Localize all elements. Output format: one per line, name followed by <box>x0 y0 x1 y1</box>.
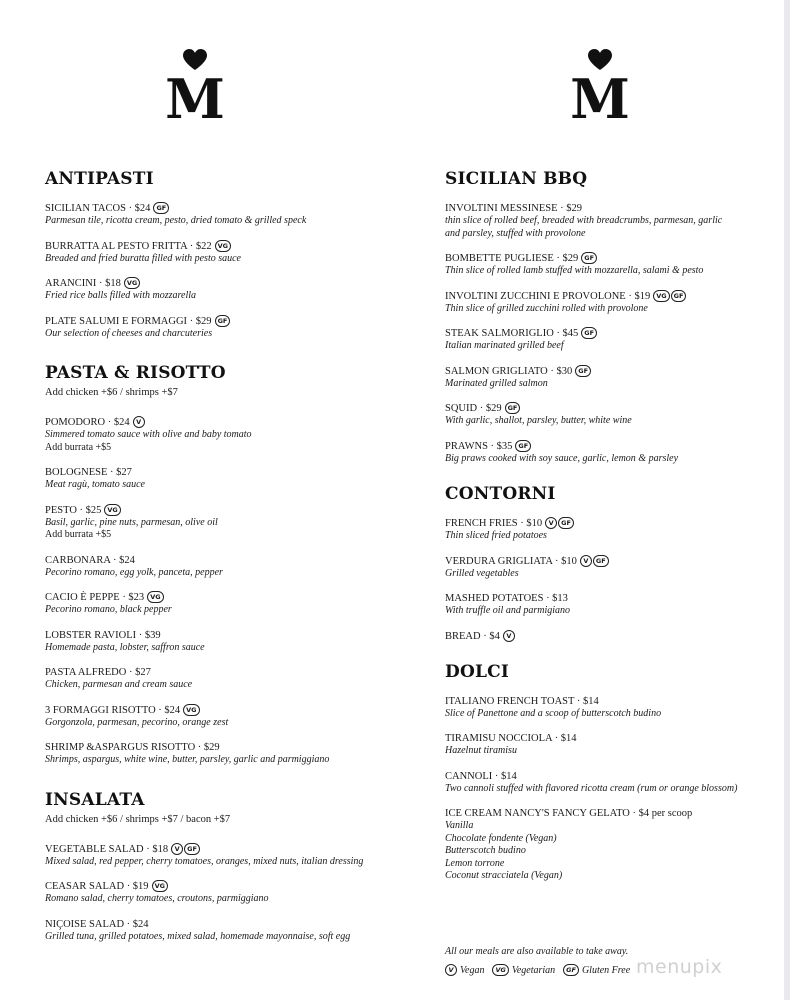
item-description: Our selection of cheeses and charcuteries <box>45 327 213 339</box>
item-description: Thin slice of grilled zucchini rolled with provolone <box>445 302 648 314</box>
menu-item-header <box>45 240 405 253</box>
gluten-free-icon: GF <box>575 365 591 377</box>
item-price: · $24 <box>126 918 149 930</box>
item-description: Marinated grilled salmon <box>445 377 548 389</box>
section-note: Add chicken +$6 / shrimps +$7 <box>45 387 178 398</box>
gluten-free-icon: GF <box>581 327 597 339</box>
item-price: · $10 <box>520 518 543 529</box>
item-name: PRAWNS <box>445 440 488 452</box>
item-description: Coconut stracciatela (Vegan) <box>445 870 563 881</box>
menu-item <box>445 202 765 240</box>
logo-letter: M <box>165 67 225 120</box>
item-name: BOLOGNESE <box>45 467 108 478</box>
menu-item <box>445 555 765 581</box>
item-description: Homemade pasta, lobster, saffron sauce <box>45 641 205 653</box>
menu-item <box>45 466 405 492</box>
section-title: INSALATA <box>45 789 145 810</box>
item-price: · $30 <box>550 365 573 377</box>
item-price: · $29 <box>556 253 579 264</box>
item-description: Thin sliced fried potatoes <box>445 530 547 541</box>
menu-section <box>445 483 765 643</box>
item-price: · $19 <box>628 290 651 302</box>
menu-item-header <box>445 630 765 643</box>
logo-letter: M <box>570 67 630 120</box>
item-price: · $18 <box>98 278 121 289</box>
item-description: Vanilla <box>445 820 474 831</box>
item-price-unit: per scoop <box>649 808 693 819</box>
item-name: VERDURA GRIGLIATA <box>445 555 553 567</box>
item-description: With truffle oil and parmigiano <box>445 605 571 616</box>
item-price: · $29 <box>560 203 582 214</box>
gluten-free-icon: GF <box>184 843 200 855</box>
menu-item-header <box>445 732 765 745</box>
menu-item <box>445 290 765 316</box>
page-edge <box>784 0 790 1000</box>
item-name: ARANCINI <box>45 278 97 289</box>
gluten-free-icon: GF <box>558 517 574 529</box>
menu-item <box>45 918 405 944</box>
menu-item-header <box>445 695 765 708</box>
gluten-free-icon: GF <box>505 402 521 414</box>
vegetarian-icon: VG <box>124 277 140 289</box>
item-name: BURRATTA AL PESTO FRITTA <box>45 240 188 252</box>
item-price: · $14 <box>494 770 517 782</box>
menu-item-header <box>45 629 405 642</box>
item-description: and parsley, stuffed with provolone <box>445 227 586 239</box>
item-name: LOBSTER RAVIOLI <box>45 629 137 641</box>
vegan-icon: V <box>545 517 557 529</box>
gluten-free-icon: GF <box>593 555 609 567</box>
item-description: Grilled vegetables <box>445 567 519 579</box>
item-description: Thin slice of rolled lamb stuffed with mozzarella, salami & pesto <box>445 265 704 276</box>
item-description: Gorgonzola, parmesan, pecorino, orange zest <box>45 716 229 728</box>
gluten-free-icon: GF <box>581 252 597 264</box>
menu-item-header <box>45 666 405 679</box>
section-note: Add chicken +$6 / shrimps +$7 / bacon +$7 <box>45 813 231 825</box>
item-price: · $25 <box>79 504 102 516</box>
menu-item-header <box>45 466 405 479</box>
menu-item <box>45 843 405 869</box>
item-price: · $24 <box>158 704 181 716</box>
item-price: · $27 <box>110 467 132 478</box>
watermark: menupix <box>636 956 723 978</box>
vegan-icon: V <box>503 630 515 642</box>
brand-logo-right <box>570 48 630 120</box>
vegetarian-icon: VG <box>152 880 168 892</box>
item-name: CARBONARA <box>45 554 111 566</box>
menu-item-header <box>45 741 405 754</box>
item-price: · $39 <box>138 629 161 641</box>
menu-item-header <box>445 807 765 820</box>
heart-m-logo-icon <box>165 48 225 120</box>
menu-section <box>45 362 405 767</box>
item-price: · $4 <box>632 808 650 819</box>
vegetarian-icon: VG <box>653 290 669 302</box>
item-name: SICILIAN TACOS <box>45 203 126 214</box>
item-price: · $23 <box>122 592 145 603</box>
vegan-icon: V <box>580 555 592 567</box>
item-name: CANNOLI <box>445 770 493 782</box>
item-description: Parmesan tile, ricotta cream, pesto, dried tomato & grilled speck <box>45 215 307 226</box>
item-description: Basil, garlic, pine nuts, parmesan, olive oil <box>45 516 218 528</box>
menu-item-header <box>445 440 765 453</box>
menu-item <box>45 629 405 655</box>
item-price: · $14 <box>576 695 599 707</box>
item-description: Butterscotch budino <box>445 845 526 856</box>
menu-item <box>445 252 765 278</box>
vegetarian-icon: VG <box>183 704 199 716</box>
menu-item <box>45 277 405 303</box>
menu-item <box>45 880 405 906</box>
item-price: · $45 <box>556 328 579 339</box>
menu-item <box>45 315 405 341</box>
item-name: TIRAMISU NOCCIOLA <box>445 733 553 744</box>
menu-item-header <box>445 555 765 568</box>
menu-item-header <box>445 592 765 605</box>
item-description: Slice of Panettone and a scoop of butterscotch budino <box>445 707 662 719</box>
menu-section <box>445 661 765 883</box>
vegan-icon: V <box>171 843 183 855</box>
menu-column-left <box>45 168 405 955</box>
item-addon: Add burrata +$5 <box>45 441 112 453</box>
legend-entry <box>563 965 630 976</box>
menu-item <box>445 327 765 353</box>
item-name: BREAD <box>445 630 481 642</box>
section-title: SICILIAN BBQ <box>445 169 588 189</box>
item-price: · $24 <box>107 417 130 428</box>
menu-item-header <box>45 704 405 717</box>
menu-item <box>445 630 765 643</box>
item-description: Italian marinated grilled beef <box>445 340 564 351</box>
item-price: · $14 <box>554 733 577 744</box>
item-name: NIÇOISE SALAD <box>45 918 125 930</box>
item-name: PASTA ALFREDO <box>45 667 127 678</box>
item-price: · $29 <box>197 742 220 753</box>
menu-item-header <box>445 770 765 783</box>
menu-item-header <box>445 365 765 378</box>
menu-item <box>445 732 765 758</box>
menu-item <box>45 504 405 542</box>
menu-item-header <box>445 327 765 340</box>
section-title: DOLCI <box>445 661 509 682</box>
item-description: Big praws cooked with soy sauce, garlic, lemon & parsley <box>445 452 679 464</box>
heart-m-logo-icon <box>570 48 630 120</box>
menu-item-header <box>45 277 405 290</box>
item-name: MASHED POTATOES <box>445 593 544 604</box>
item-name: SQUID <box>445 403 478 414</box>
menu-item <box>445 365 765 391</box>
item-name: PESTO <box>45 504 77 516</box>
gluten-free-icon: GF <box>515 440 531 452</box>
menu-section <box>45 168 405 340</box>
menu-column-right <box>445 168 765 895</box>
menu-item-header <box>45 554 405 567</box>
menu-item <box>45 240 405 266</box>
gluten-free-icon: GF <box>153 202 169 214</box>
menu-item <box>45 741 405 767</box>
item-name: BOMBETTE PUGLIESE <box>445 253 554 264</box>
item-name: ICE CREAM NANCY'S FANCY GELATO <box>445 808 630 819</box>
menu-item <box>45 416 405 454</box>
item-name: INVOLTINI ZUCCHINI E PROVOLONE <box>445 290 626 302</box>
menu-item-header <box>45 843 405 856</box>
item-price: · $27 <box>128 667 151 678</box>
item-name: POMODORO <box>45 417 106 428</box>
item-name: ITALIANO FRENCH TOAST <box>445 695 575 707</box>
menu-item-header <box>445 290 765 303</box>
item-price: · $24 <box>128 203 151 214</box>
menu-item <box>445 517 765 543</box>
takeaway-note: All our meals are also available to take away. <box>445 946 629 957</box>
item-price: · $29 <box>479 403 502 414</box>
menu-item <box>445 592 765 618</box>
brand-logo-left <box>165 48 225 120</box>
menu-item-header <box>445 252 765 265</box>
item-addon: Add burrata +$5 <box>45 529 112 540</box>
item-price: · $35 <box>490 440 513 452</box>
menu-item <box>445 770 765 796</box>
item-description: Grilled tuna, grilled potatoes, mixed salad, homemade mayonnaise, soft egg <box>45 930 351 942</box>
item-name: STEAK SALMORIGLIO <box>445 328 554 339</box>
item-name: FRENCH FRIES <box>445 518 518 529</box>
item-description: Pecorino romano, egg yolk, panceta, pepper <box>45 566 223 578</box>
legend-label: Gluten Free <box>581 965 631 976</box>
item-name: VEGETABLE SALAD <box>45 843 144 855</box>
item-description: Hazelnut tiramisu <box>445 745 517 756</box>
menu-item-header <box>45 315 405 328</box>
item-description: Simmered tomato sauce with olive and baby tomato <box>45 429 252 440</box>
gluten-free-icon: GF <box>215 315 231 327</box>
item-name: CEASAR SALAD <box>45 881 125 892</box>
item-description: Shrimps, aspargus, white wine, butter, parsley, garlic and parmiggiano <box>45 754 330 765</box>
vegan-icon: V <box>445 964 457 976</box>
item-name: SHRIMP &ASPARGUS RISOTTO <box>45 742 196 753</box>
legend-entry <box>492 965 555 976</box>
item-price: · $18 <box>146 843 169 855</box>
item-price: · $10 <box>555 555 577 567</box>
section-title: PASTA & RISOTTO <box>45 363 226 383</box>
menu-item <box>45 591 405 617</box>
vegetarian-icon: VG <box>215 240 231 252</box>
item-description: Breaded and fried buratta filled with pesto sauce <box>45 252 241 264</box>
menu-item <box>445 695 765 721</box>
menu-item <box>45 554 405 580</box>
menu-item <box>45 704 405 730</box>
menu-item <box>445 402 765 428</box>
item-name: SALMON GRIGLIATO <box>445 365 548 377</box>
item-description: Romano salad, cherry tomatoes, croutons, parmiggiano <box>45 893 269 904</box>
section-title: ANTIPASTI <box>45 169 154 189</box>
item-description: Fried rice balls filled with mozzarella <box>45 290 197 301</box>
menu-item-header <box>45 880 405 893</box>
vegetarian-icon: VG <box>492 964 508 976</box>
item-price: · $19 <box>126 881 149 892</box>
legend-entry <box>445 965 484 976</box>
item-description: Meat ragù, tomato sauce <box>45 479 145 490</box>
item-description: Chicken, parmesan and cream sauce <box>45 679 193 690</box>
item-name: INVOLTINI MESSINESE <box>445 203 558 214</box>
menu-item-header <box>445 202 765 215</box>
item-description: Mixed salad, red pepper, cherry tomatoes, oranges, mixed nuts, italian dressing <box>45 855 364 867</box>
item-price: · $29 <box>189 315 212 327</box>
legend-label: Vegetarian <box>511 965 556 976</box>
item-price: · $4 <box>483 630 500 642</box>
item-description: Pecorino romano, black pepper <box>45 604 172 615</box>
section-title: CONTORNI <box>445 484 556 504</box>
gluten-free-icon: GF <box>671 290 687 302</box>
menu-item-header <box>45 591 405 604</box>
menu-section <box>45 789 405 944</box>
vegetarian-icon: VG <box>104 504 120 516</box>
item-description: thin slice of rolled beef, breaded with breadcrumbs, parmesan, garlic <box>445 215 723 226</box>
item-description: With garlic, shallot, parsley, butter, white wine <box>445 415 632 426</box>
vegetarian-icon: VG <box>147 591 163 603</box>
item-name: PLATE SALUMI E FORMAGGI <box>45 315 188 327</box>
item-price: · $22 <box>189 240 212 252</box>
item-name: 3 FORMAGGI RISOTTO <box>45 704 156 716</box>
vegan-icon: V <box>133 416 145 428</box>
menu-item-header <box>45 202 405 215</box>
item-name: CACIO È PEPPE <box>45 592 120 603</box>
item-price: · $13 <box>546 593 568 604</box>
legend-label: Vegan <box>460 965 485 976</box>
menu-item-header <box>45 918 405 931</box>
menu-item <box>45 202 405 228</box>
menu-item-header <box>445 517 765 530</box>
menu-item-header <box>45 416 405 429</box>
menu-item-header <box>45 504 405 517</box>
item-price: · $24 <box>112 554 135 566</box>
item-description: Chocolate fondente (Vegan) <box>445 832 557 844</box>
item-description: Two cannoli stuffed with flavored ricotta cream (rum or orange blossom) <box>445 782 738 794</box>
item-description: Lemon torrone <box>445 857 505 869</box>
menu-item <box>445 440 765 466</box>
menu-item-header <box>445 402 765 415</box>
menu-section <box>445 168 765 465</box>
menu-item <box>45 666 405 692</box>
menu-item <box>445 807 765 883</box>
gluten-free-icon: GF <box>563 964 579 976</box>
